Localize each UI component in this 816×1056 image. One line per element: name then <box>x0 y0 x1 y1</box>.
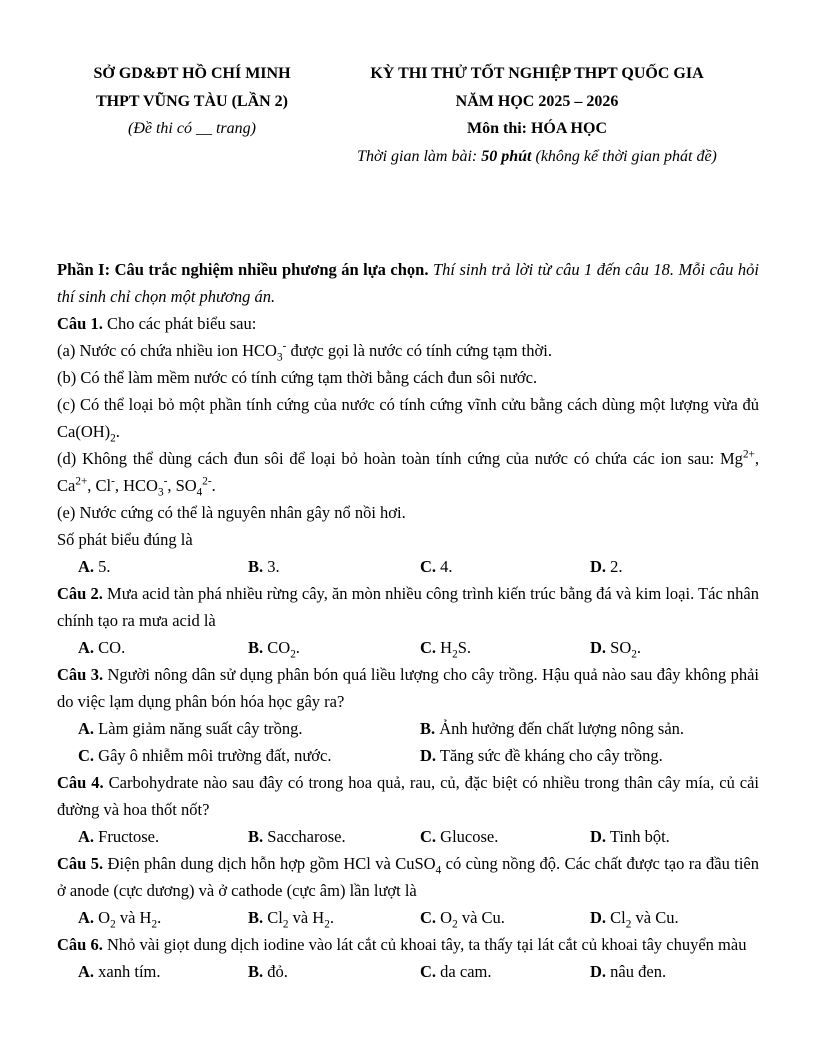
exam-body <box>57 256 759 985</box>
option-D: D. $SO_2$. <box>590 638 641 661</box>
school-name: THPT VŨNG TÀU (LẦN 2) <box>95 92 289 110</box>
option-B: B. $CO_2$. <box>248 638 300 661</box>
question-2 <box>57 580 759 661</box>
option-C: C. da cam. <box>420 962 492 981</box>
question-6 <box>57 931 759 985</box>
options-row <box>57 823 759 850</box>
option-A: A. Fructose. <box>78 827 160 846</box>
options-row <box>57 742 759 769</box>
question-text: Câu 6. Nhỏ vài giọt dung dịch iodine vào lát cắt củ khoai tây, ta thấy tại lát cắt củ khoai tây chuyển màu <box>57 935 747 954</box>
option-D: D. $Cl_2$ và Cu. <box>590 908 679 931</box>
options-row <box>57 715 759 742</box>
option-C: C. 4. <box>420 557 453 576</box>
option-B: B. Saccharose. <box>248 827 346 846</box>
option-A: A. xanh tím. <box>78 962 161 981</box>
page-count-note: (Đề thi có __ trang) <box>128 120 256 137</box>
questions-container <box>57 310 759 985</box>
option-D: D. 2. <box>590 557 623 576</box>
question-text: Câu 3. Người nông dân sử dụng phân bón quá liều lượng cho cây trồng. Hậu quả nào sau đây không phải do việc lạm dụng phân bón hóa học gây ra? <box>57 665 760 711</box>
question-text: Câu 1. Cho các phát biểu sau: <box>57 314 257 333</box>
option-D: D. Tinh bột. <box>590 827 670 846</box>
options-row <box>57 634 759 661</box>
option-A: A. Làm giảm năng suất cây trồng. <box>78 719 303 738</box>
question-number: Câu 6. <box>57 935 103 954</box>
question-number: Câu 5. <box>57 854 104 873</box>
option-B: B. đỏ. <box>248 962 288 981</box>
option-A: A. $O_2$ và $H_2$. <box>78 908 162 931</box>
exam-title: KỲ THI THỬ TỐT NGHIỆP THPT QUỐC GIA <box>370 65 704 82</box>
options-row <box>57 904 759 931</box>
option-A: A. 5. <box>78 557 111 576</box>
question-number: Câu 2. <box>57 584 103 603</box>
question-statement: (c) Có thể loại bỏ một phần tính cứng của nước có tính cứng vĩnh cửu bằng cách dùng một lượng vừa đủ $Ca(OH)_2$. <box>57 395 759 445</box>
part1-instruction: Thí sinh trả lời từ câu 1 đến câu 18. Mỗi câu hỏi thí sinh chỉ chọn một phương án. <box>57 260 760 306</box>
subject-name: Môn thi: HÓA HỌC <box>466 120 607 137</box>
question-5 <box>57 850 759 931</box>
question-statement: Số phát biểu đúng là <box>57 530 193 549</box>
option-A: A. CO. <box>78 638 126 657</box>
option-B: B. $Cl_2$ và $H_2$. <box>248 908 334 931</box>
question-statement: (a) Nước có chứa nhiều ion $HCO_3^-$ được gọi là nước có tính cứng tạm thời. <box>57 340 552 364</box>
option-C: C. $H_2S$. <box>420 638 472 661</box>
header-exam-block <box>327 60 747 170</box>
option-C: C. Gây ô nhiễm môi trường đất, nước. <box>78 746 332 765</box>
question-number: Câu 3. <box>57 665 104 684</box>
question-statement: (b) Có thể làm mềm nước có tính cứng tạm thời bằng cách đun sôi nước. <box>57 368 538 387</box>
question-3 <box>57 661 759 769</box>
department-name: SỞ GD&ĐT HỒ CHÍ MINH <box>93 65 291 82</box>
exam-header <box>57 60 759 170</box>
option-C: C. $O_2$ và Cu. <box>420 908 505 931</box>
question-number: Câu 4. <box>57 773 104 792</box>
question-text: Câu 4. Carbohydrate nào sau đây có trong hoa quả, rau, củ, đặc biệt có nhiều trong thân cây mía, củ cải đường và hoa thốt nốt? <box>57 773 760 819</box>
part1-heading <box>57 256 759 310</box>
school-year: NĂM HỌC 2025 – 2026 <box>455 92 619 110</box>
question-1 <box>57 310 759 580</box>
question-statement: (e) Nước cứng có thể là nguyên nhân gây nổ nồi hơi. <box>57 503 406 522</box>
question-4 <box>57 769 759 850</box>
option-D: D. nâu đen. <box>590 962 667 981</box>
option-B: B. 3. <box>248 557 280 576</box>
part1-title: Phần I: Câu trắc nghiệm nhiều phương án lựa chọn. <box>57 260 429 279</box>
options-row <box>57 958 759 985</box>
option-B: B. Ảnh hưởng đến chất lượng nông sản. <box>420 719 685 738</box>
option-D: D. Tăng sức đề kháng cho cây trồng. <box>420 746 663 765</box>
option-C: C. Glucose. <box>420 827 499 846</box>
question-text: Câu 5. Điện phân dung dịch hỗn hợp gồm HCl và CuSO$_4$ có cùng nồng độ. Các chất được tạo ra đầu tiên ở anode (cực dương) và ở cathode (cực âm) lần lượt là <box>57 854 759 900</box>
question-text: Câu 2. Mưa acid tàn phá nhiều rừng cây, ăn mòn nhiều công trình kiến trúc bằng đá và kim loại. Tác nhân chính tạo ra mưa acid là <box>57 584 759 630</box>
options-row <box>57 553 759 580</box>
header-school-block <box>57 60 327 170</box>
question-statement: (d) Không thể dùng cách đun sôi để loại bỏ hoàn toàn tính cứng của nước có chứa các ion sau: $Mg^{2+}$, $Ca^{2+}$, Cl-, $HCO_3^-$, $SO_4^{2-}$. <box>57 448 759 499</box>
duration-note: Thời gian làm bài: 50 phút (không kể thời gian phát đề) <box>357 147 717 165</box>
question-number: Câu 1. <box>57 314 103 333</box>
